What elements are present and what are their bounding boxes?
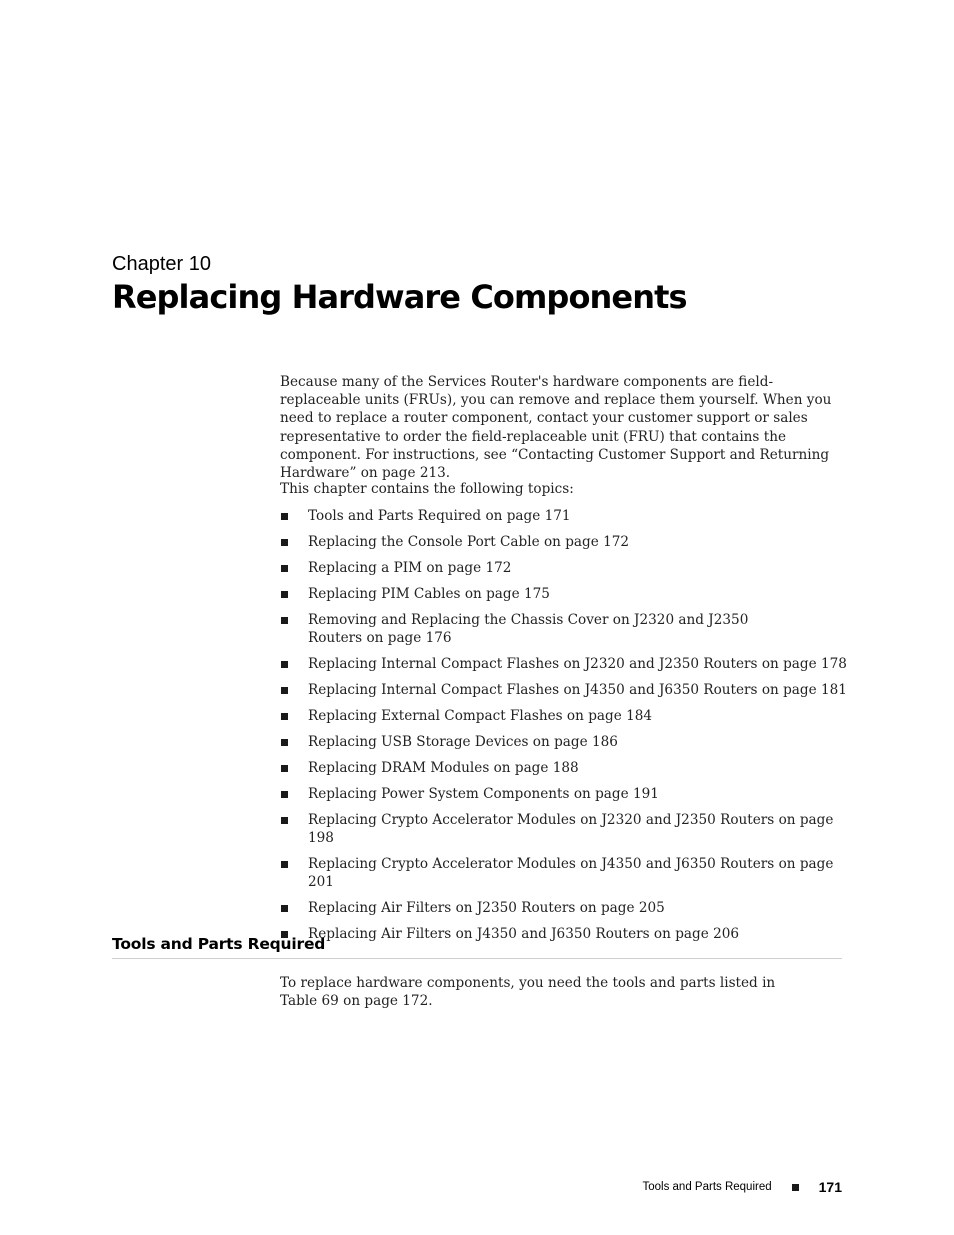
bullet-icon xyxy=(281,513,288,520)
topic-link[interactable]: Tools and Parts Required on page 171 xyxy=(308,508,571,524)
topic-link[interactable]: Replacing Air Filters on J4350 and J6350 Routers on page 206 xyxy=(308,925,740,942)
list-item xyxy=(280,655,850,673)
list-item xyxy=(280,707,850,725)
intro-paragraph: Because many of the Services Router's hardware components are field-replaceable units (FRUs), you can remove and replace them yourself. When you need to replace a router component, contact your customer support or sales representative to order the field-replaceable unit (FRU) that contains the component. For instructions, see “Contacting Customer Support and Returning Hardware” on page 213. xyxy=(280,374,832,482)
bullet-icon xyxy=(281,905,288,912)
topic-link[interactable]: Replacing Internal Compact Flashes on J2320 and J2350 Routers on page 178 xyxy=(308,656,847,672)
list-item xyxy=(280,733,850,751)
bullet-icon xyxy=(281,739,288,746)
list-item xyxy=(280,611,850,647)
bullet-icon xyxy=(281,591,288,598)
topic-link[interactable]: Replacing the Console Port Cable on page 172 xyxy=(308,534,630,550)
footer-bullet-icon xyxy=(792,1184,799,1191)
list-item xyxy=(280,559,850,577)
section-body: To replace hardware components, you need the tools and parts listed in Table 69 on page 172. xyxy=(280,975,776,1009)
list-item xyxy=(280,925,850,943)
chapter-label: Chapter 10 xyxy=(112,253,211,275)
topic-link[interactable]: Replacing USB Storage Devices on page 186 xyxy=(308,733,618,750)
topics-lead: This chapter contains the following topics: xyxy=(280,481,574,497)
topic-link[interactable]: Replacing PIM Cables on page 175 xyxy=(308,586,550,602)
topic-link[interactable]: Replacing Crypto Accelerator Modules on J4350 and J6350 Routers on page 201 xyxy=(308,855,834,890)
topic-link[interactable]: Replacing Internal Compact Flashes on J4350 and J6350 Routers on page 181 xyxy=(308,681,847,698)
topic-link[interactable]: Replacing Power System Components on page 191 xyxy=(308,785,659,802)
topics-list xyxy=(280,507,850,951)
list-item xyxy=(280,681,850,699)
bullet-icon xyxy=(281,617,288,624)
list-item xyxy=(280,585,850,603)
topic-link[interactable]: Replacing Air Filters on J2350 Routers on page 205 xyxy=(308,899,665,916)
bullet-icon xyxy=(281,861,288,868)
page-footer xyxy=(643,1178,843,1196)
list-item xyxy=(280,533,850,551)
page-number: 171 xyxy=(818,1179,842,1195)
bullet-icon xyxy=(281,791,288,798)
list-item xyxy=(280,785,850,803)
topic-link[interactable]: Replacing Crypto Accelerator Modules on J2320 and J2350 Routers on page 198 xyxy=(308,811,834,846)
list-item xyxy=(280,855,850,891)
chapter-title: Replacing Hardware Components xyxy=(112,278,687,316)
bullet-icon xyxy=(281,687,288,694)
section-divider xyxy=(112,958,842,959)
bullet-icon xyxy=(281,713,288,720)
footer-section-name: Tools and Parts Required xyxy=(642,1181,772,1193)
list-item xyxy=(280,899,850,917)
topic-link[interactable]: Replacing External Compact Flashes on page 184 xyxy=(308,707,653,724)
section-heading: Tools and Parts Required xyxy=(112,935,326,953)
topic-link[interactable]: Replacing DRAM Modules on page 188 xyxy=(308,759,579,776)
list-item xyxy=(280,811,850,847)
topic-link[interactable]: Removing and Replacing the Chassis Cover on J2320 and J2350 Routers on page 176 xyxy=(308,612,749,646)
topic-link[interactable]: Replacing a PIM on page 172 xyxy=(308,560,512,576)
bullet-icon xyxy=(281,765,288,772)
bullet-icon xyxy=(281,565,288,572)
list-item xyxy=(280,507,850,525)
bullet-icon xyxy=(281,539,288,546)
list-item xyxy=(280,759,850,777)
bullet-icon xyxy=(281,817,288,824)
bullet-icon xyxy=(281,661,288,668)
